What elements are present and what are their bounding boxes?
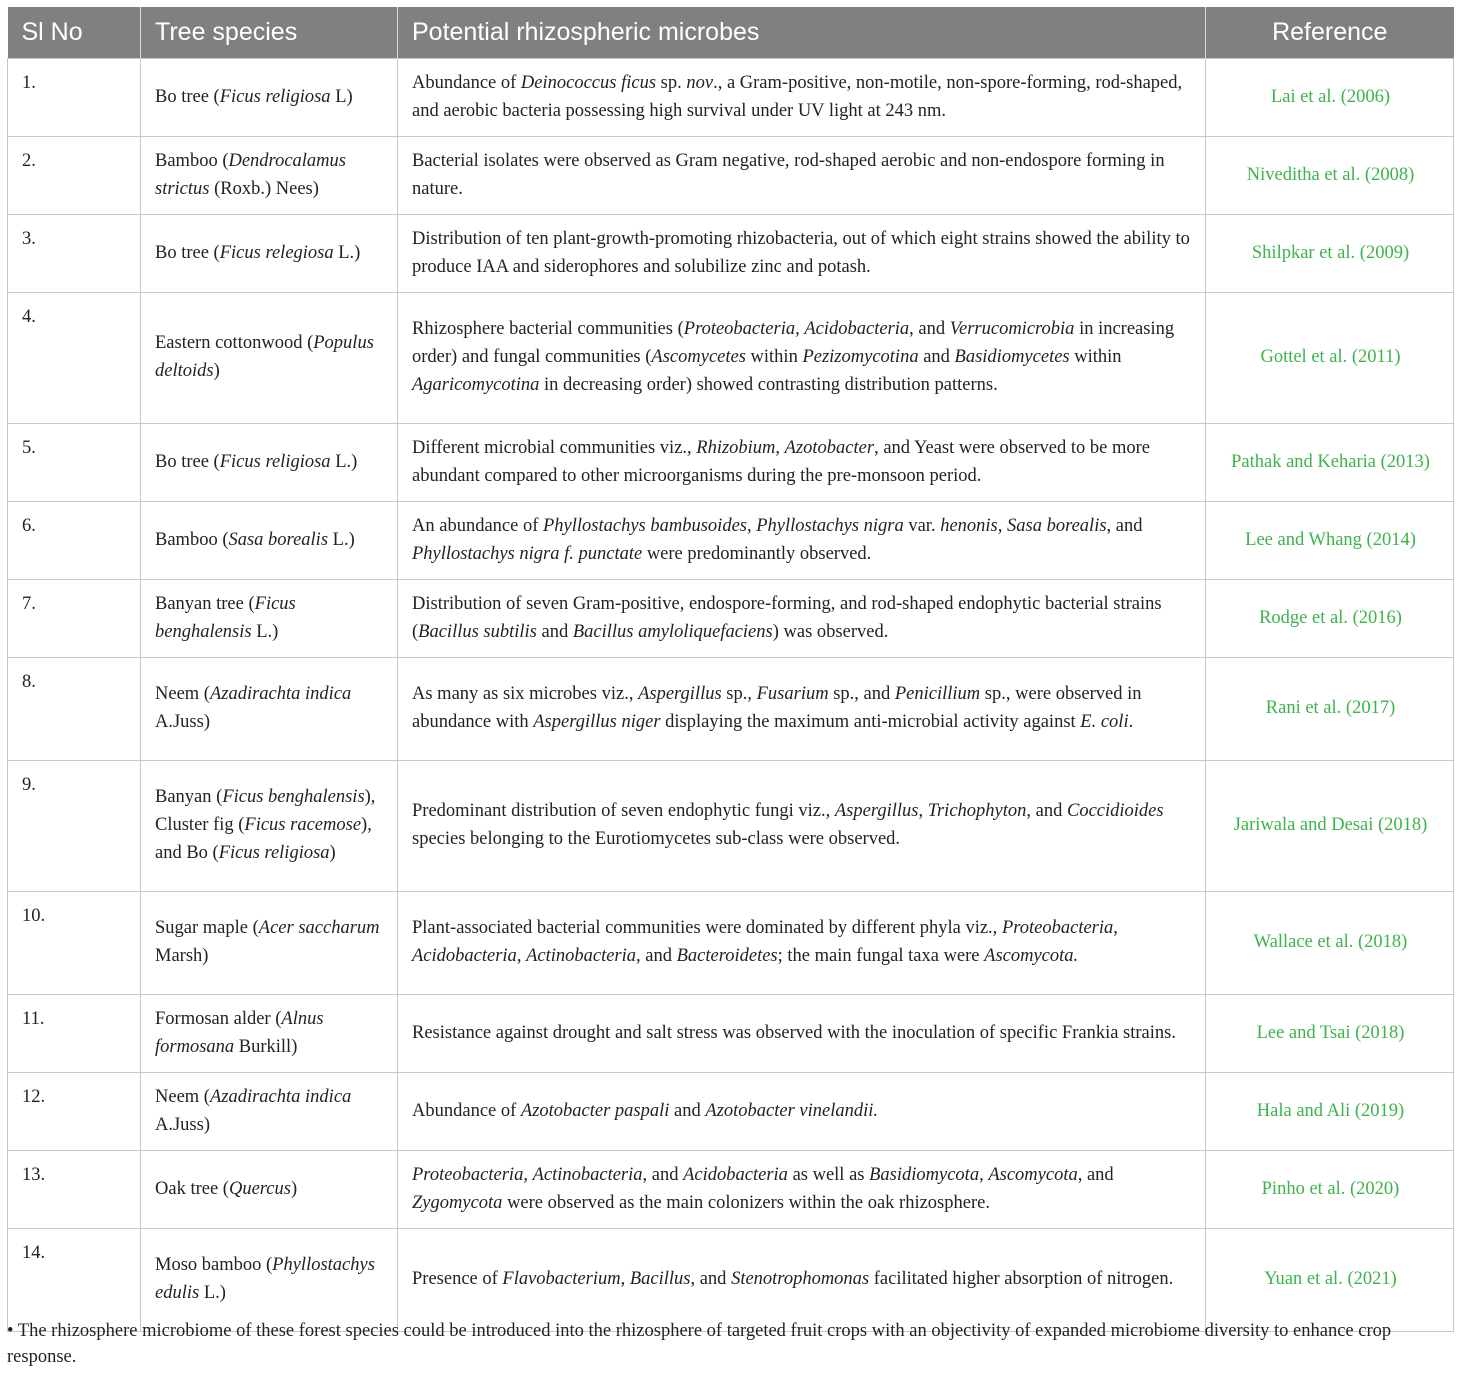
table-row	[8, 1072, 1454, 1150]
text-segment: Acidobacteria	[412, 946, 517, 966]
text-segment: Aspergillus niger	[533, 712, 661, 732]
text-segment: Ficus relegiosa	[219, 242, 334, 263]
text-segment: were predominantly observed.	[642, 543, 872, 564]
text-segment: Ficus benghalensis	[222, 787, 365, 807]
text-segment: A.Juss)	[155, 1114, 210, 1135]
text-segment: Phyllostachys nigra f. punctate	[412, 543, 643, 564]
cell-reference-link[interactable]: Lee and Whang (2014)	[1206, 501, 1454, 579]
text-segment: Azotobacter vinelandii.	[705, 1100, 879, 1121]
text-segment: Trichophyton	[927, 801, 1027, 821]
cell-reference-link[interactable]: Rani et al. (2017)	[1206, 657, 1454, 760]
table-row	[8, 423, 1454, 501]
table-row	[8, 214, 1454, 292]
text-segment: Moso bamboo (	[155, 1255, 273, 1275]
text-segment: Different microbial communities viz.,	[412, 437, 697, 458]
text-segment: , and	[690, 1269, 732, 1289]
header-reference: Reference	[1206, 7, 1454, 58]
cell-sl-no: 12.	[8, 1072, 141, 1150]
header-microbes: Potential rhizospheric microbes	[398, 7, 1206, 58]
text-segment: Penicillium	[894, 684, 981, 704]
text-segment: Aspergillus	[638, 684, 722, 704]
text-segment: in increasing order) and fungal communities (	[412, 319, 1175, 367]
text-segment: var.	[903, 515, 941, 536]
text-segment: as well as	[787, 1164, 870, 1185]
text-segment: Bamboo (	[155, 150, 229, 171]
text-segment: Neem (	[155, 1086, 210, 1107]
cell-microbes	[398, 891, 1206, 994]
cell-reference-link[interactable]: Shilpkar et al. (2009)	[1206, 214, 1454, 292]
cell-tree-species	[141, 657, 398, 760]
text-segment: were observed as the main colonizers within the oak rhizosphere.	[502, 1192, 990, 1213]
text-segment: Rhizobium	[696, 437, 776, 458]
cell-reference-link[interactable]: Pinho et al. (2020)	[1206, 1150, 1454, 1228]
text-segment: Distribution of seven Gram-positive, endospore-forming, and rod-shaped endophytic bacterial strains (	[412, 593, 1162, 642]
text-segment: L.)	[328, 529, 355, 550]
text-segment: Bamboo (	[155, 529, 229, 550]
text-segment: Plant-associated bacterial communities were dominated by different phyla viz.,	[412, 918, 1002, 938]
text-segment: Bacteroidetes	[676, 946, 778, 966]
text-segment: Bacillus subtilis	[418, 621, 537, 642]
text-segment: Proteobacteria	[1001, 918, 1114, 938]
text-segment: Azotobacter	[784, 437, 875, 458]
cell-microbes	[398, 58, 1206, 136]
text-segment: L.)	[330, 451, 358, 472]
text-segment: , and	[636, 946, 677, 966]
text-segment: Acer saccharum	[258, 918, 380, 938]
text-segment: Proteobacteria	[683, 319, 796, 339]
text-segment: Acidobacteria	[683, 1164, 788, 1185]
text-segment: and	[918, 347, 955, 367]
table-row	[8, 1228, 1454, 1331]
cell-reference-link[interactable]: Wallace et al. (2018)	[1206, 891, 1454, 994]
text-segment: Azadirachta indica	[209, 684, 352, 704]
text-segment: Populus deltoids	[155, 333, 374, 381]
cell-microbes	[398, 214, 1206, 292]
cell-tree-species	[141, 994, 398, 1072]
text-segment: Distribution of ten plant-growth-promoting rhizobacteria, out of which eight strains showed the ability to produce IAA and siderophores and solubilize zinc and potash.	[412, 228, 1190, 277]
cell-sl-no: 13.	[8, 1150, 141, 1228]
text-segment: , and	[1077, 1164, 1114, 1185]
text-segment: L)	[330, 86, 353, 107]
text-segment: Coccidioides	[1066, 801, 1164, 821]
text-segment: Ficus religiosa	[219, 451, 331, 472]
text-segment: within	[1069, 347, 1122, 367]
cell-tree-species	[141, 891, 398, 994]
rhizosphere-table	[7, 7, 1454, 1332]
text-segment: ,	[523, 1164, 533, 1185]
text-segment: , and	[642, 1164, 684, 1185]
text-segment: Ficus religiosa	[219, 86, 331, 107]
text-segment: Phyllostachys edulis	[155, 1255, 375, 1303]
text-segment: Formosan alder (	[155, 1008, 282, 1029]
table-row	[8, 579, 1454, 657]
cell-tree-species	[141, 58, 398, 136]
text-segment: .	[1128, 712, 1134, 732]
text-segment: ) was observed.	[772, 621, 889, 642]
text-segment: ), and Bo (	[155, 815, 372, 863]
cell-tree-species	[141, 1150, 398, 1228]
text-segment: Banyan (	[155, 787, 223, 807]
text-segment: Bacterial isolates were observed as Gram negative, rod-shaped aerobic and non-endospore forming in nature.	[412, 150, 1165, 199]
cell-reference-link[interactable]: Lee and Tsai (2018)	[1206, 994, 1454, 1072]
text-segment: L.)	[333, 242, 361, 263]
cell-microbes	[398, 994, 1206, 1072]
text-segment: sp.	[656, 72, 687, 93]
text-segment: Sasa borealis	[228, 529, 329, 550]
text-segment: ,	[775, 437, 785, 458]
text-segment: , and	[909, 319, 950, 339]
footnote: • The rhizosphere microbiome of these forest species could be introduced into the rhizosphere of targeted fruit crops with an objectivity of expanded microbiome diversity to enhance crop response.	[7, 1321, 1392, 1367]
text-segment: Pezizomycotina	[802, 347, 919, 367]
text-segment: L.)	[251, 621, 279, 642]
cell-reference-link[interactable]: Yuan et al. (2021)	[1206, 1228, 1454, 1331]
cell-sl-no: 3.	[8, 214, 141, 292]
cell-tree-species	[141, 136, 398, 214]
cell-reference-link[interactable]: Pathak and Keharia (2013)	[1206, 423, 1454, 501]
text-segment: Ascomycota	[988, 1164, 1078, 1185]
text-segment: ; the main fungal taxa were	[777, 946, 985, 966]
text-segment: E. coli	[1080, 712, 1129, 732]
text-segment: Deinococcus ficus	[520, 72, 657, 93]
cell-reference-link[interactable]: Rodge et al. (2016)	[1206, 579, 1454, 657]
text-segment: Ascomycetes	[651, 347, 746, 367]
text-segment: )	[213, 361, 220, 381]
text-segment: Bo tree (	[155, 86, 220, 107]
table-row	[8, 891, 1454, 994]
text-segment: ,	[1113, 918, 1118, 938]
text-segment: ,	[795, 319, 805, 339]
text-segment: Burkill)	[234, 1036, 298, 1057]
cell-reference-link[interactable]: Niveditha et al. (2008)	[1206, 136, 1454, 214]
table-body	[8, 58, 1454, 1331]
cell-tree-species	[141, 423, 398, 501]
text-segment: Eastern cottonwood (	[155, 333, 314, 353]
cell-sl-no: 11.	[8, 994, 141, 1072]
cell-sl-no: 7.	[8, 579, 141, 657]
table-row	[8, 58, 1454, 136]
text-segment: Basidiomycetes	[954, 347, 1070, 367]
text-segment: Marsh)	[155, 946, 209, 966]
cell-tree-species	[141, 1072, 398, 1150]
cell-sl-no: 14.	[8, 1228, 141, 1331]
text-segment: )	[290, 1178, 298, 1199]
text-segment: Bo tree (	[155, 242, 220, 263]
header-sl-no: Sl No	[8, 7, 141, 58]
cell-tree-species	[141, 1228, 398, 1331]
cell-sl-no: 9.	[8, 760, 141, 891]
cell-sl-no: 4.	[8, 292, 141, 423]
cell-microbes	[398, 1228, 1206, 1331]
text-segment: Proteobacteria	[412, 1164, 524, 1185]
text-segment: ., a Gram-positive, non-motile, non-spore-forming, rod-shaped, and aerobic bacteria possessing high survival under UV light at 243 nm.	[412, 72, 1183, 121]
text-segment: , and Yeast were observed to be more abundant compared to other microorganisms during the pre-monsoon period.	[412, 437, 1150, 486]
text-segment: Dendrocalamus strictus	[155, 150, 346, 199]
text-segment: Zygomycota	[412, 1192, 503, 1213]
text-segment: Abundance of	[412, 1100, 521, 1121]
text-segment: in decreasing order) showed contrasting distribution patterns.	[539, 375, 998, 395]
table-row	[8, 657, 1454, 760]
text-segment: ,	[918, 801, 928, 821]
cell-tree-species	[141, 214, 398, 292]
header-tree-species: Tree species	[141, 7, 398, 58]
text-segment: Stenotrophomonas	[731, 1269, 870, 1289]
text-segment: As many as six microbes viz.,	[412, 684, 639, 704]
text-segment: Bo tree (	[155, 451, 220, 472]
text-segment: Bacillus amyloliquefaciens	[572, 621, 773, 642]
text-segment: Alnus formosana	[155, 1008, 324, 1057]
cell-microbes	[398, 136, 1206, 214]
text-segment: Flavobacterium	[502, 1269, 621, 1289]
cell-microbes	[398, 423, 1206, 501]
text-segment: Banyan tree (	[155, 593, 255, 614]
text-segment: Ficus religiosa	[218, 843, 330, 863]
text-segment: Oak tree (	[155, 1178, 229, 1199]
text-segment: Ficus racemose	[244, 815, 362, 835]
text-segment: Acidobacteria	[804, 319, 910, 339]
cell-sl-no: 8.	[8, 657, 141, 760]
text-segment: )	[329, 843, 336, 863]
text-segment: Basidiomycota	[869, 1164, 980, 1185]
cell-sl-no: 10.	[8, 891, 141, 994]
text-segment: Azadirachta indica	[209, 1086, 352, 1107]
text-segment: Fusarium	[756, 684, 829, 704]
text-segment: Neem (	[155, 684, 210, 704]
text-segment: Abundance of	[412, 72, 521, 93]
cell-tree-species	[141, 501, 398, 579]
text-segment: Ascomycota.	[984, 946, 1079, 966]
table-header-row	[8, 7, 1454, 58]
table-row	[8, 136, 1454, 214]
text-segment: A.Juss)	[155, 712, 210, 732]
text-segment: displaying the maximum anti-microbial activity against	[660, 712, 1081, 732]
table-container	[7, 7, 1453, 1332]
cell-reference-link[interactable]: Jariwala and Desai (2018)	[1206, 760, 1454, 891]
table-row	[8, 292, 1454, 423]
cell-microbes	[398, 579, 1206, 657]
text-segment: and	[669, 1100, 706, 1121]
text-segment: Quercus	[228, 1178, 291, 1199]
cell-sl-no: 2.	[8, 136, 141, 214]
text-segment: Bacillus	[629, 1269, 691, 1289]
text-segment: (Roxb.) Nees)	[209, 178, 319, 199]
cell-microbes	[398, 760, 1206, 891]
table-row	[8, 501, 1454, 579]
text-segment: and	[536, 621, 573, 642]
cell-microbes	[398, 292, 1206, 423]
text-segment: Actinobacteria	[526, 946, 637, 966]
cell-tree-species	[141, 579, 398, 657]
cell-sl-no: 1.	[8, 58, 141, 136]
text-segment: Ficus benghalensis	[155, 593, 296, 642]
cell-microbes	[398, 1150, 1206, 1228]
table-row	[8, 994, 1454, 1072]
text-segment: , and	[1026, 801, 1067, 821]
cell-tree-species	[141, 292, 398, 423]
text-segment: Rhizosphere bacterial communities (	[412, 319, 684, 339]
text-segment: species belonging to the Eurotiomycetes sub-class were observed.	[412, 829, 901, 849]
text-segment: facilitated higher absorption of nitrogen.	[869, 1269, 1174, 1289]
text-segment: ,	[620, 1269, 630, 1289]
text-segment: Presence of	[412, 1269, 503, 1289]
text-segment: sp., and	[828, 684, 895, 704]
text-segment: Predominant distribution of seven endophytic fungi viz.,	[412, 801, 835, 821]
table-row	[8, 1150, 1454, 1228]
text-segment: Actinobacteria	[532, 1164, 643, 1185]
text-segment: L.)	[199, 1283, 226, 1303]
text-segment: Phyllostachys bambusoides, Phyllostachys nigra	[543, 515, 904, 536]
text-segment: ), Cluster fig (	[155, 787, 376, 835]
text-segment: Aspergillus	[834, 801, 919, 821]
cell-tree-species	[141, 760, 398, 891]
text-segment: An abundance of	[412, 515, 543, 536]
text-segment: Agaricomycotina	[412, 375, 540, 395]
text-segment: nov	[686, 72, 714, 93]
cell-reference-link[interactable]: Gottel et al. (2011)	[1206, 292, 1454, 423]
cell-reference-link[interactable]: Hala and Ali (2019)	[1206, 1072, 1454, 1150]
text-segment: sp.,	[721, 684, 757, 704]
text-segment: ,	[979, 1164, 989, 1185]
text-segment: sp., were observed in abundance with	[412, 684, 1142, 732]
cell-sl-no: 5.	[8, 423, 141, 501]
cell-microbes	[398, 657, 1206, 760]
text-segment: Resistance against drought and salt stress was observed with the inoculation of specific Frankia strains.	[412, 1022, 1176, 1043]
cell-microbes	[398, 1072, 1206, 1150]
cell-microbes	[398, 501, 1206, 579]
text-segment: Sugar maple (	[155, 918, 259, 938]
text-segment: Azotobacter paspali	[520, 1100, 670, 1121]
cell-sl-no: 6.	[8, 501, 141, 579]
text-segment: ,	[516, 946, 527, 966]
text-segment: henonis, Sasa borealis	[940, 515, 1107, 536]
text-segment: within	[745, 347, 803, 367]
text-segment: , and	[1106, 515, 1143, 536]
table-row	[8, 760, 1454, 891]
text-segment: Verrucomicrobia	[949, 319, 1075, 339]
cell-reference-link[interactable]: Lai et al. (2006)	[1206, 58, 1454, 136]
